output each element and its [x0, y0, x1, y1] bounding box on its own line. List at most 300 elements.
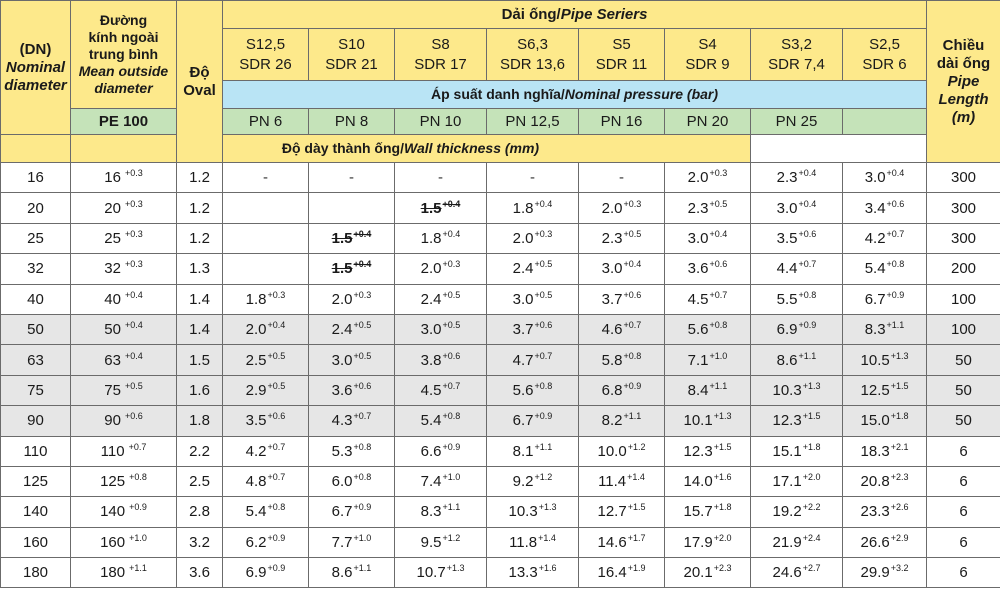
thickness-tolerance: +0.8 — [442, 411, 461, 422]
wall-thickness-cell — [843, 163, 927, 193]
wall-thickness-cell — [843, 466, 927, 496]
thickness-tolerance: +1.9 — [627, 563, 646, 574]
mean-diameter-cell — [71, 314, 177, 344]
thickness-value: 3.0 — [331, 351, 353, 369]
dn-cell: 160 — [1, 527, 71, 557]
thickness-value: 5.4 — [245, 503, 267, 521]
mean-diameter-cell — [71, 497, 177, 527]
thickness-tolerance: +2.4 — [802, 532, 821, 543]
wall-thickness-cell — [843, 497, 927, 527]
thickness-tolerance: +1.5 — [890, 380, 909, 391]
wall-thickness-cell — [579, 163, 665, 193]
thickness-value: 4.3 — [331, 412, 353, 430]
thickness-value: 10.0 — [597, 442, 627, 460]
mean-value: 90 — [104, 412, 121, 430]
series-header-2 — [395, 29, 487, 81]
wall-thickness-cell — [309, 466, 395, 496]
thickness-tolerance: +1.0 — [442, 472, 461, 483]
table-row — [1, 254, 1000, 284]
wall-thickness-cell — [223, 254, 309, 284]
thickness-value: 17.9 — [683, 533, 713, 551]
wall-thickness-cell — [665, 345, 751, 375]
wall-thickness-cell — [843, 254, 927, 284]
thickness-value: 2.4 — [420, 290, 442, 308]
mean-tolerance: +0.4 — [124, 320, 143, 331]
length-header — [927, 1, 1000, 163]
wall-thickness-cell — [843, 193, 927, 223]
length-cell: 6 — [927, 497, 1000, 527]
wall-thickness-cell — [487, 436, 579, 466]
table-row — [1, 436, 1000, 466]
oval-cell: 2.2 — [177, 436, 223, 466]
thickness-value: 4.6 — [601, 321, 623, 339]
length-cell: 300 — [927, 193, 1000, 223]
wall-thickness-cell — [487, 314, 579, 344]
thickness-tolerance: +1.1 — [353, 563, 372, 574]
thickness-tolerance: +1.5 — [802, 411, 821, 422]
thickness-en-label: Wall thickness (mm) — [403, 140, 540, 156]
oval-cell: 2.8 — [177, 497, 223, 527]
length-cell: 300 — [927, 223, 1000, 253]
thickness-tolerance: +2.7 — [802, 563, 821, 574]
thickness-value: 12.5 — [860, 381, 890, 399]
wall-thickness-cell — [665, 497, 751, 527]
thickness-tolerance: +0.7 — [709, 289, 728, 300]
oval-cell: 1.2 — [177, 163, 223, 193]
table-row — [1, 163, 1000, 193]
thickness-value: 2.5 — [245, 351, 267, 369]
thickness-value: 15.0 — [860, 412, 890, 430]
wall-thickness-cell — [223, 223, 309, 253]
thickness-value: 3.0 — [776, 199, 798, 217]
wall-thickness-cell — [395, 527, 487, 557]
thickness-tolerance: +0.5 — [353, 320, 372, 331]
series-s-label: S5 — [612, 35, 631, 53]
dn-en-label-2: diameter — [4, 76, 67, 94]
thickness-tolerance: +1.4 — [538, 532, 556, 543]
thickness-tolerance: +0.8 — [623, 350, 642, 361]
series-sdr-label: SDR 6 — [862, 55, 907, 73]
pipe-series-vi-label: Dải ống/ — [501, 5, 561, 23]
mean-diameter-header — [71, 1, 177, 109]
wall-thickness-cell — [309, 527, 395, 557]
wall-thickness-cell — [665, 254, 751, 284]
series-header-5 — [665, 29, 751, 81]
mean-vi-label-1: Đường — [99, 12, 148, 28]
thickness-value: 5.4 — [420, 412, 442, 430]
oval-cell: 3.6 — [177, 558, 223, 588]
thickness-value: 18.3 — [860, 442, 890, 460]
thickness-tolerance: +1.6 — [713, 472, 732, 483]
thickness-tolerance: +1.1 — [886, 320, 905, 331]
thickness-value: - — [349, 169, 354, 187]
mean-value: 40 — [104, 290, 121, 308]
wall-thickness-cell — [579, 497, 665, 527]
thickness-tolerance: +0.9 — [886, 289, 905, 300]
length-en-label-1: Pipe — [947, 72, 980, 90]
thickness-tolerance: +1.5 — [627, 502, 646, 513]
table-body — [1, 163, 1000, 588]
wall-thickness-cell — [487, 497, 579, 527]
wall-thickness-cell — [395, 254, 487, 284]
wall-thickness-cell — [579, 558, 665, 588]
thickness-tolerance: +0.7 — [353, 411, 372, 422]
mean-en-label-2: diameter — [94, 80, 153, 96]
thickness-tolerance: +1.0 — [709, 350, 728, 361]
series-header-1 — [309, 29, 395, 81]
wall-thickness-cell — [843, 284, 927, 314]
thickness-value: 2.9 — [245, 381, 267, 399]
wall-thickness-cell — [223, 436, 309, 466]
wall-thickness-cell — [751, 497, 843, 527]
thickness-tolerance: +2.1 — [890, 441, 909, 452]
thickness-tolerance: +0.3 — [267, 289, 286, 300]
thickness-value: 11.8 — [509, 533, 538, 551]
wall-thickness-cell — [665, 193, 751, 223]
wall-thickness-cell — [843, 406, 927, 436]
wall-thickness-cell — [579, 527, 665, 557]
thickness-value: 6.8 — [601, 381, 623, 399]
thickness-tolerance: +1.8 — [890, 411, 909, 422]
thickness-value: 8.2 — [601, 412, 623, 430]
length-cell: 200 — [927, 254, 1000, 284]
mean-value: 25 — [104, 229, 121, 247]
thickness-tolerance: +0.9 — [267, 563, 286, 574]
thickness-value: 16.4 — [597, 564, 627, 582]
mean-tolerance: +0.7 — [128, 441, 147, 452]
length-cell: 50 — [927, 406, 1000, 436]
mean-value: 32 — [104, 260, 121, 278]
thickness-tolerance: +0.9 — [442, 441, 461, 452]
thickness-value: 3.0 — [601, 260, 623, 278]
thickness-value: 2.3 — [687, 199, 709, 217]
thickness-tolerance: +0.5 — [353, 350, 372, 361]
thickness-value: 26.6 — [860, 533, 890, 551]
thickness-value: 7.7 — [331, 533, 353, 551]
thickness-value: 10.5 — [860, 351, 890, 369]
thickness-value: 10.3 — [508, 503, 538, 521]
thickness-value: 5.3 — [331, 442, 353, 460]
wall-thickness-cell — [395, 375, 487, 405]
series-s-label: S12,5 — [245, 35, 286, 53]
oval-cell: 3.2 — [177, 527, 223, 557]
thickness-value: 6.9 — [776, 321, 798, 339]
series-header-4 — [579, 29, 665, 81]
thickness-value: 20.1 — [683, 564, 713, 582]
mean-value: 160 — [100, 533, 126, 551]
wall-thickness-cell — [665, 284, 751, 314]
thickness-value: 4.2 — [864, 229, 886, 247]
wall-thickness-cell — [843, 223, 927, 253]
wall-thickness-cell — [309, 406, 395, 436]
mean-vi-label-2: kính ngoài — [88, 29, 159, 45]
thickness-value: 2.0 — [245, 321, 267, 339]
thickness-value: 6.2 — [245, 533, 267, 551]
thickness-value: 2.0 — [687, 169, 709, 187]
thickness-value: 10.3 — [772, 381, 802, 399]
mean-tolerance: +1.1 — [129, 563, 147, 574]
thickness-tolerance: +0.7 — [267, 441, 286, 452]
thickness-tolerance: +0.8 — [709, 320, 728, 331]
oval-cell: 1.4 — [177, 284, 223, 314]
thickness-value: 6.7 — [512, 412, 534, 430]
mean-tolerance: +0.4 — [124, 289, 143, 300]
thickness-value: 10.7 — [416, 564, 446, 582]
wall-thickness-cell — [665, 406, 751, 436]
thickness-value: 5.4 — [864, 260, 886, 278]
length-cell: 6 — [927, 466, 1000, 496]
thickness-value: 3.0 — [512, 290, 534, 308]
thickness-tolerance: +0.5 — [534, 289, 553, 300]
thickness-tolerance: +0.8 — [798, 289, 817, 300]
thickness-value: 6.7 — [331, 503, 353, 521]
mean-value: 75 — [104, 381, 121, 399]
mean-diameter-cell — [71, 254, 177, 284]
dn-header — [1, 1, 71, 135]
thickness-tolerance: +0.7 — [534, 350, 553, 361]
thickness-value: 4.4 — [776, 260, 798, 278]
wall-thickness-cell — [395, 406, 487, 436]
wall-thickness-cell — [751, 163, 843, 193]
wall-thickness-cell — [487, 466, 579, 496]
dn-cell: 20 — [1, 193, 71, 223]
wall-thickness-cell — [665, 558, 751, 588]
thickness-value: 9.5 — [420, 533, 442, 551]
thickness-tolerance: +0.4 — [798, 168, 817, 179]
wall-thickness-cell — [579, 375, 665, 405]
wall-thickness-cell — [309, 223, 395, 253]
thickness-tolerance: +0.4 — [442, 198, 461, 209]
mean-tolerance: +0.8 — [129, 472, 147, 483]
wall-thickness-cell — [395, 163, 487, 193]
thickness-value: 4.2 — [245, 442, 267, 460]
mean-tolerance: +0.9 — [129, 502, 147, 513]
pressure-rating-5: PN 20 — [665, 109, 751, 135]
mean-tolerance: +0.4 — [124, 350, 143, 361]
thickness-value: 4.8 — [245, 473, 267, 491]
material-spacer-cell — [1, 135, 71, 163]
wall-thickness-cell — [665, 466, 751, 496]
thickness-value: 21.9 — [772, 533, 802, 551]
thickness-value: 8.1 — [512, 442, 534, 460]
thickness-value: 3.6 — [687, 260, 709, 278]
thickness-value: 2.3 — [601, 229, 623, 247]
wall-thickness-cell — [309, 558, 395, 588]
thickness-tolerance: +0.6 — [353, 380, 372, 391]
thickness-value: 3.7 — [601, 290, 623, 308]
thickness-value: 15.7 — [683, 503, 713, 521]
wall-thickness-cell — [751, 436, 843, 466]
wall-thickness-cell — [487, 254, 579, 284]
length-cell: 6 — [927, 558, 1000, 588]
wall-thickness-header — [71, 135, 751, 163]
wall-thickness-cell — [223, 466, 309, 496]
dn-label: (DN) — [19, 40, 52, 58]
mean-diameter-cell — [71, 223, 177, 253]
thickness-value: 3.5 — [776, 229, 798, 247]
wall-thickness-cell — [223, 163, 309, 193]
wall-thickness-cell — [751, 223, 843, 253]
wall-thickness-cell — [487, 163, 579, 193]
wall-thickness-cell — [579, 254, 665, 284]
thickness-tolerance: +2.6 — [890, 502, 909, 513]
wall-thickness-cell — [751, 193, 843, 223]
wall-thickness-cell — [579, 193, 665, 223]
thickness-tolerance: +0.4 — [623, 259, 642, 270]
thickness-value: 2.4 — [331, 321, 353, 339]
thickness-tolerance: +0.9 — [353, 502, 372, 513]
table-row — [1, 375, 1000, 405]
thickness-value: 7.4 — [420, 473, 442, 491]
table-row — [1, 466, 1000, 496]
pipe-series-header — [223, 1, 927, 29]
wall-thickness-cell — [309, 284, 395, 314]
thickness-tolerance: +1.1 — [709, 380, 728, 391]
oval-cell: 2.5 — [177, 466, 223, 496]
wall-thickness-cell — [579, 223, 665, 253]
wall-thickness-cell — [309, 193, 395, 223]
wall-thickness-cell — [309, 345, 395, 375]
thickness-tolerance: +0.4 — [534, 198, 553, 209]
series-sdr-label: SDR 26 — [239, 55, 292, 73]
thickness-tolerance: +0.5 — [709, 198, 728, 209]
wall-thickness-cell — [579, 314, 665, 344]
mean-value: 180 — [100, 564, 126, 582]
thickness-value: 17.1 — [772, 473, 802, 491]
wall-thickness-cell — [223, 284, 309, 314]
oval-cell: 1.3 — [177, 254, 223, 284]
wall-thickness-cell — [487, 406, 579, 436]
dn-cell: 50 — [1, 314, 71, 344]
thickness-tolerance: +0.5 — [534, 259, 553, 270]
thickness-tolerance: +1.2 — [627, 441, 646, 452]
wall-thickness-cell — [309, 163, 395, 193]
thickness-tolerance: +0.5 — [442, 320, 461, 331]
thickness-tolerance: +1.2 — [442, 532, 461, 543]
mean-vi-label-3: trung bình — [88, 46, 159, 62]
wall-thickness-cell — [223, 558, 309, 588]
thickness-value: 8.3 — [864, 321, 886, 339]
thickness-value: 4.7 — [512, 351, 534, 369]
series-s-label: S2,5 — [869, 35, 900, 53]
mean-tolerance: +0.5 — [124, 380, 143, 391]
thickness-tolerance: +0.6 — [709, 259, 728, 270]
thickness-tolerance: +1.3 — [538, 502, 557, 513]
wall-thickness-cell — [395, 193, 487, 223]
pressure-header — [223, 81, 927, 109]
thickness-value: 8.4 — [687, 381, 709, 399]
mean-value: 140 — [100, 503, 126, 521]
series-sdr-label: SDR 11 — [595, 55, 648, 73]
thickness-value: 3.6 — [331, 381, 353, 399]
thickness-value: 1.5 — [331, 229, 353, 247]
wall-thickness-cell — [751, 314, 843, 344]
wall-thickness-cell — [223, 193, 309, 223]
length-cell: 50 — [927, 375, 1000, 405]
dn-cell: 25 — [1, 223, 71, 253]
thickness-tolerance: +0.4 — [267, 320, 286, 331]
wall-thickness-cell — [223, 314, 309, 344]
thickness-value: 14.6 — [597, 533, 627, 551]
thickness-value: 3.7 — [512, 321, 534, 339]
thickness-value: 24.6 — [772, 564, 802, 582]
pressure-rating-0: PN 6 — [223, 109, 309, 135]
thickness-tolerance: +1.3 — [446, 563, 465, 574]
thickness-value: 2.0 — [512, 229, 534, 247]
thickness-value: 1.8 — [420, 229, 442, 247]
thickness-tolerance: +0.6 — [267, 411, 286, 422]
pressure-rating-6: PN 25 — [751, 109, 843, 135]
thickness-value: 2.4 — [512, 260, 534, 278]
series-s-label: S4 — [698, 35, 717, 53]
thickness-tolerance: +0.4 — [798, 198, 817, 209]
mean-diameter-cell — [71, 406, 177, 436]
table-row — [1, 284, 1000, 314]
thickness-value: - — [619, 169, 624, 187]
thickness-value: 6.0 — [331, 473, 353, 491]
wall-thickness-cell — [751, 466, 843, 496]
wall-thickness-cell — [487, 527, 579, 557]
thickness-value: 14.0 — [683, 473, 713, 491]
table-row — [1, 223, 1000, 253]
thickness-tolerance: +0.7 — [623, 320, 642, 331]
dn-cell: 180 — [1, 558, 71, 588]
thickness-value: 8.3 — [420, 503, 442, 521]
length-vi-label-2: dài ống — [936, 54, 991, 72]
thickness-tolerance: +3.2 — [890, 563, 909, 574]
mean-value: 50 — [104, 321, 121, 339]
dn-cell: 63 — [1, 345, 71, 375]
series-header-7 — [843, 29, 927, 81]
thickness-value: 12.7 — [597, 503, 627, 521]
mean-value: 63 — [104, 351, 121, 369]
thickness-tolerance: +1.1 — [442, 502, 461, 513]
thickness-tolerance: +0.3 — [442, 259, 461, 270]
mean-en-label-1: Mean outside — [78, 63, 169, 79]
thickness-value: 19.2 — [772, 503, 802, 521]
wall-thickness-cell — [487, 193, 579, 223]
thickness-value: 1.5 — [420, 199, 442, 217]
series-header-6 — [751, 29, 843, 81]
length-en-label-2: Length — [938, 90, 989, 108]
wall-thickness-cell — [665, 314, 751, 344]
thickness-tolerance: +0.8 — [534, 380, 553, 391]
thickness-tolerance: +0.6 — [798, 228, 817, 239]
thickness-tolerance: +0.4 — [353, 228, 372, 239]
wall-thickness-cell — [843, 345, 927, 375]
wall-thickness-cell — [843, 375, 927, 405]
thickness-tolerance: +1.7 — [627, 532, 646, 543]
dn-cell: 125 — [1, 466, 71, 496]
thickness-value: 13.3 — [508, 564, 538, 582]
wall-thickness-cell — [223, 375, 309, 405]
table-row — [1, 193, 1000, 223]
thickness-value: 8.6 — [776, 351, 798, 369]
thickness-tolerance: +1.3 — [802, 380, 821, 391]
thickness-tolerance: +0.6 — [623, 289, 642, 300]
oval-cell: 1.5 — [177, 345, 223, 375]
thickness-tolerance: +2.3 — [713, 563, 732, 574]
thickness-value: 12.3 — [772, 412, 802, 430]
pressure-rating-3: PN 12,5 — [487, 109, 579, 135]
thickness-value: 2.0 — [331, 290, 353, 308]
thickness-value: 29.9 — [860, 564, 890, 582]
thickness-tolerance: +2.2 — [802, 502, 821, 513]
mean-diameter-cell — [71, 284, 177, 314]
thickness-value: 8.6 — [331, 564, 353, 582]
thickness-tolerance: +0.8 — [353, 472, 372, 483]
dn-cell: 40 — [1, 284, 71, 314]
